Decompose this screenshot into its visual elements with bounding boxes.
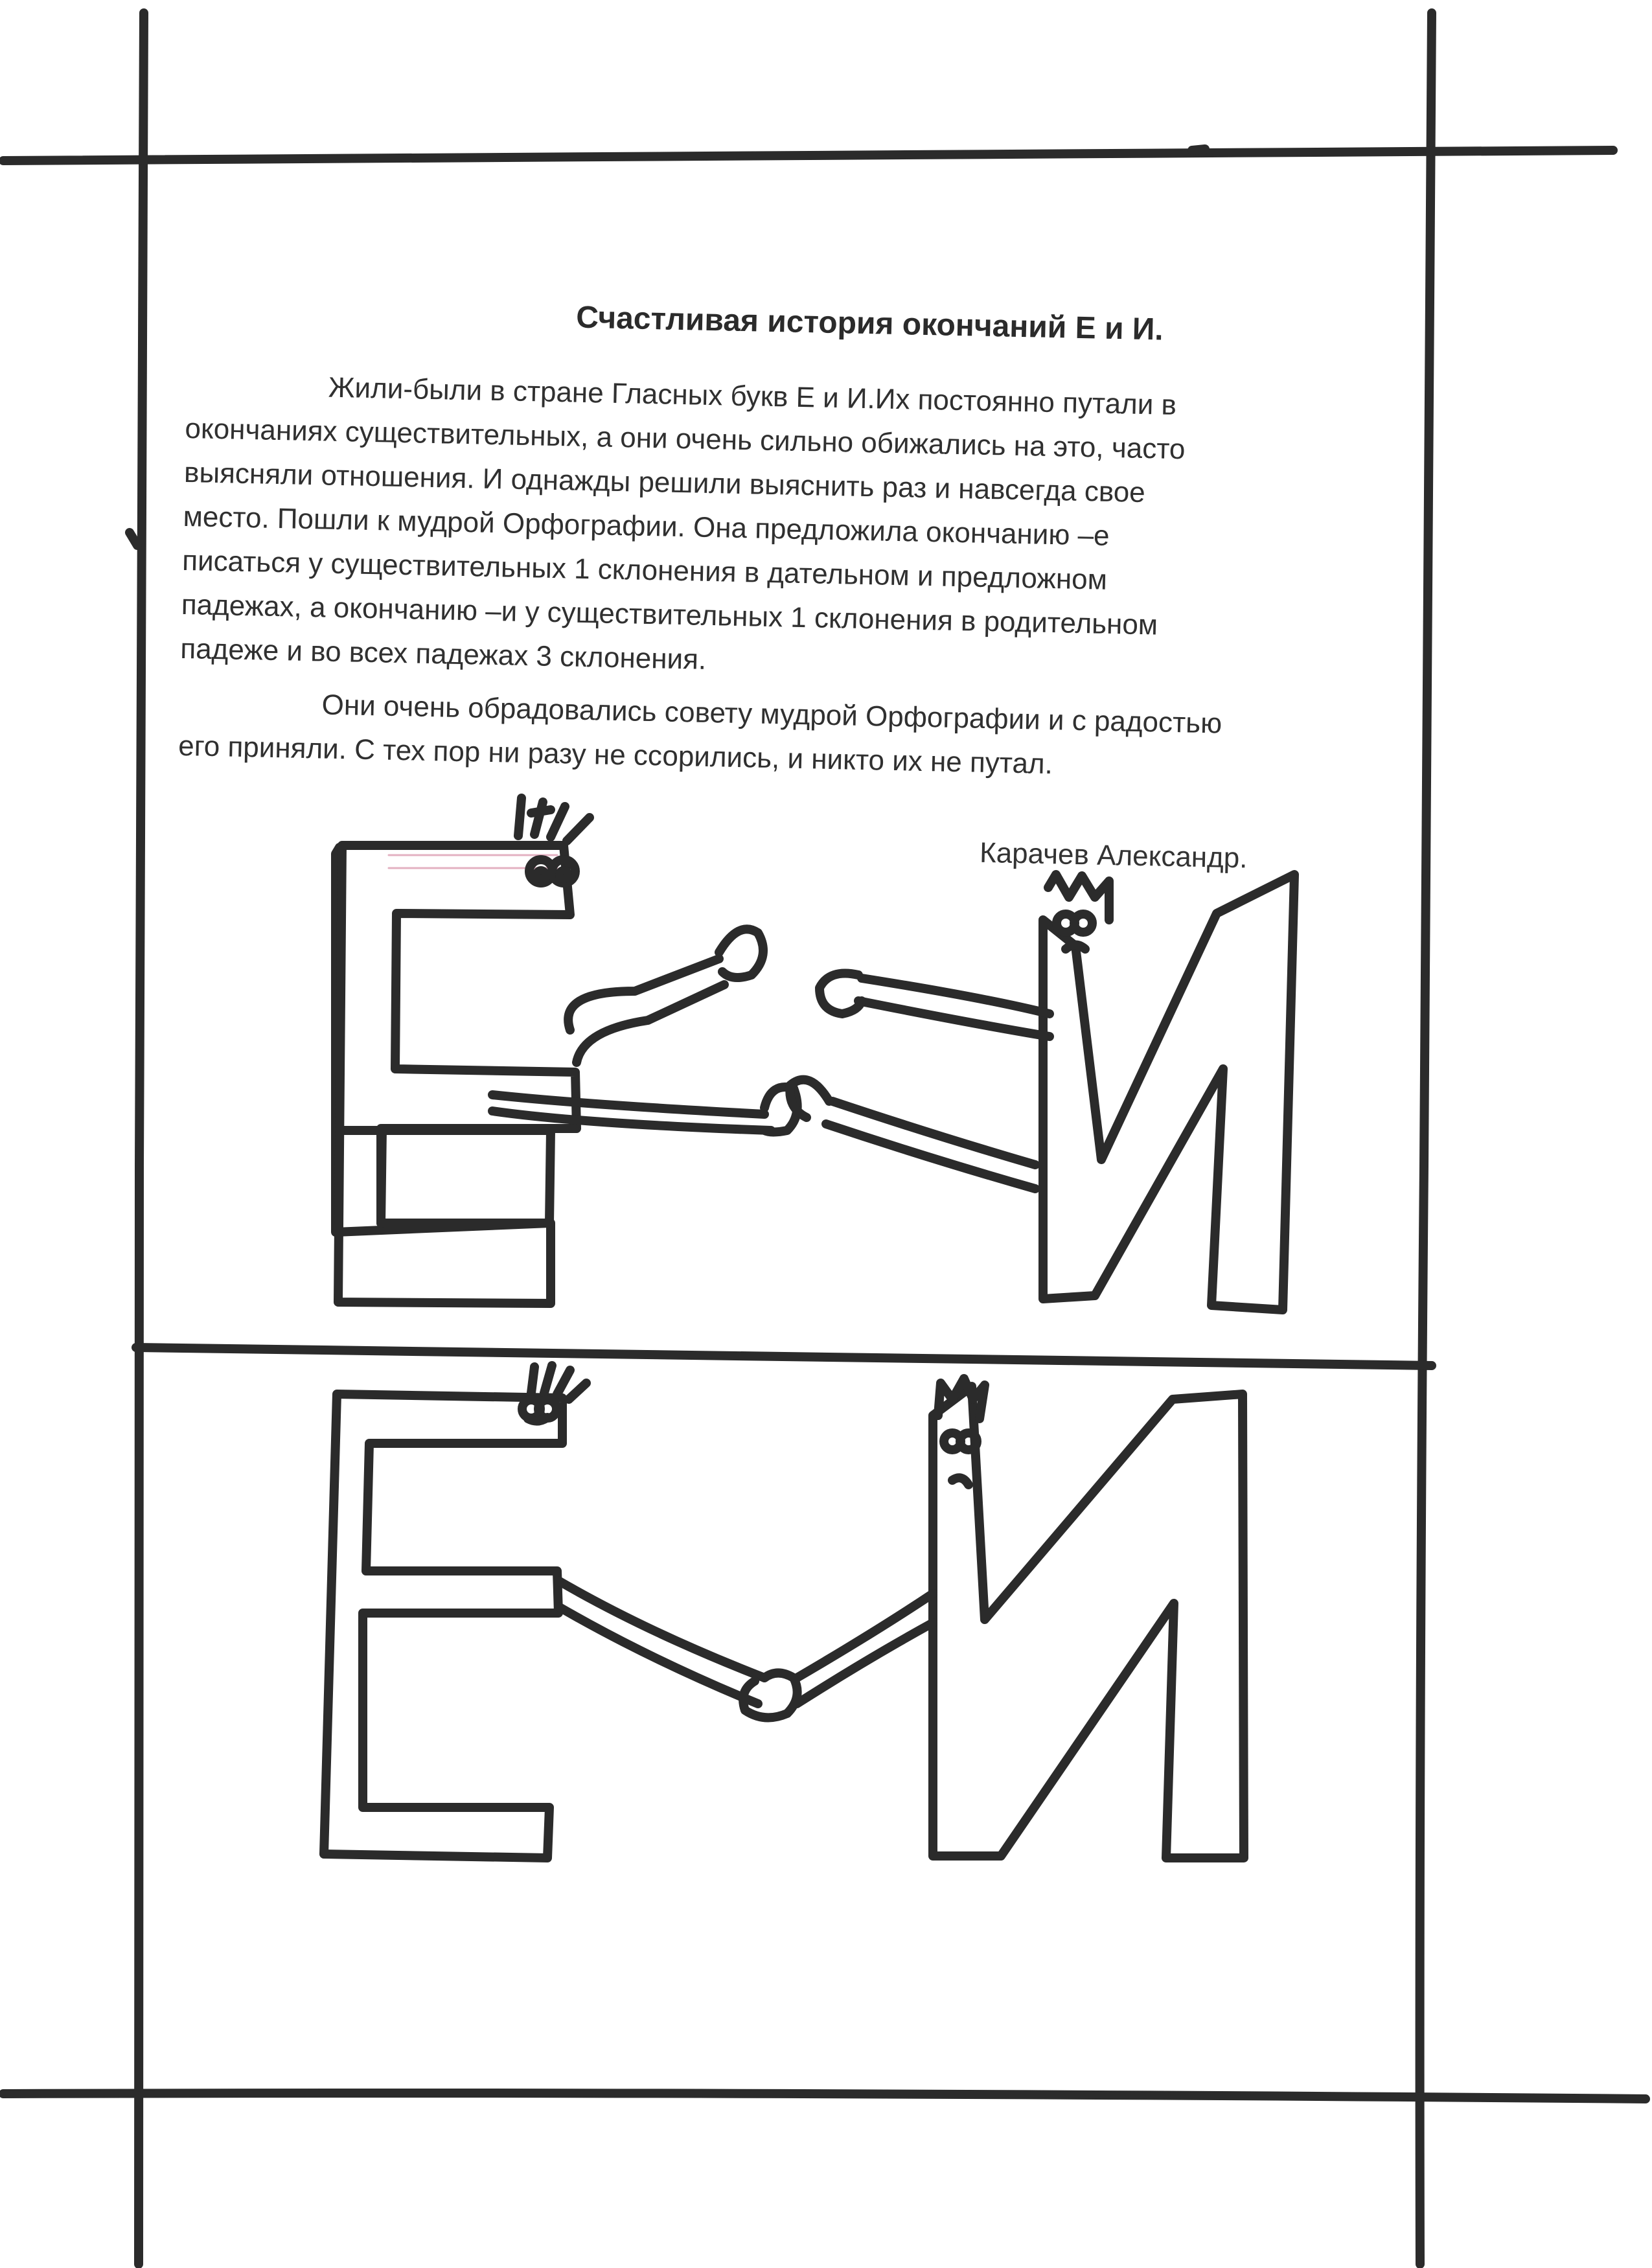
bottom-i-eye-right bbox=[960, 1433, 977, 1450]
top-i-head bbox=[1048, 875, 1109, 949]
bottom-e-mouth bbox=[528, 1417, 547, 1421]
frame-tick-right bbox=[1192, 149, 1205, 150]
paragraph-1-line: Жили-были в стране Гласных букв Е и И.Их постоянно путали в bbox=[328, 371, 1177, 421]
frame-vertical-left bbox=[138, 13, 144, 2264]
top-e-pupil-left bbox=[537, 871, 545, 878]
top-e-head bbox=[518, 798, 590, 883]
handshake bbox=[743, 1673, 797, 1718]
paragraph-1-line: падежах, а окончанию –и у существительных 1 склонения в родительном bbox=[181, 588, 1158, 641]
top-e-arms bbox=[492, 929, 797, 1132]
top-letter-i-shape bbox=[1043, 875, 1294, 1310]
bottom-letter-i bbox=[933, 1386, 1244, 1858]
bottom-letter-i-shape bbox=[933, 1386, 1244, 1858]
top-i-eye-right bbox=[1074, 914, 1092, 932]
bottom-e-head bbox=[522, 1366, 586, 1421]
top-i-lower-arm bbox=[826, 1101, 1035, 1189]
top-i-upper-arm bbox=[858, 978, 1050, 1037]
frame-horizontal-top bbox=[3, 150, 1613, 161]
paragraph-1-line: место. Пошли к мудрой Орфографии. Она предложила окончанию –е bbox=[183, 500, 1110, 552]
bottom-e-arm-lower bbox=[558, 1607, 758, 1704]
top-e-pupil-right bbox=[560, 871, 568, 878]
top-letter-i bbox=[1043, 875, 1294, 1310]
bottom-letter-e bbox=[324, 1394, 562, 1858]
paragraph-2-line: Они очень обрадовались совету мудрой Орфографии и с радостью bbox=[321, 689, 1222, 740]
top-i-mouth bbox=[1066, 945, 1085, 950]
top-letter-e bbox=[336, 842, 577, 1303]
bottom-i-arm bbox=[797, 1594, 933, 1704]
story-title: Счастливая история окончаний Е и И. bbox=[575, 300, 1164, 347]
paragraph-2-line: его приняли. С тех пор ни разу не ссорились, и никто их не путал. bbox=[178, 729, 1053, 781]
paragraph-1-line: падеже и во всех падежах 3 склонения. bbox=[179, 632, 707, 676]
frame-tick-left bbox=[130, 533, 137, 545]
author-signature: Карачев Александр. bbox=[979, 836, 1248, 875]
frame-vertical-right bbox=[1420, 13, 1432, 2264]
paragraph-1-line: писаться у существительных 1 склонения в дательном и предложном bbox=[181, 544, 1108, 596]
frame-horizontal-middle bbox=[136, 1347, 1432, 1366]
paragraph-1-line: выясняли отношения. И однажды решили выяснить раз и навсегда свое bbox=[183, 456, 1146, 509]
frame-horizontal-bottom bbox=[3, 2093, 1646, 2099]
top-letter-e-outline bbox=[336, 847, 551, 1232]
top-i-upper-fist bbox=[820, 974, 862, 1014]
handshake-hands bbox=[743, 1673, 797, 1718]
bottom-i-mouth bbox=[952, 1478, 969, 1485]
top-e-upper-fist bbox=[719, 929, 763, 978]
paragraph-1-line: окончаниях существительных, а они очень сильно обижались на это, часто bbox=[185, 412, 1186, 466]
frame-lines bbox=[3, 13, 1646, 2264]
bottom-e-arm bbox=[558, 1581, 764, 1704]
top-e-upper-arm bbox=[568, 959, 724, 1062]
bottom-letter-e-shape bbox=[324, 1394, 562, 1858]
story-paragraph-1 bbox=[180, 363, 1187, 692]
top-e-hair bbox=[518, 798, 590, 841]
top-i-arms bbox=[790, 974, 1050, 1189]
